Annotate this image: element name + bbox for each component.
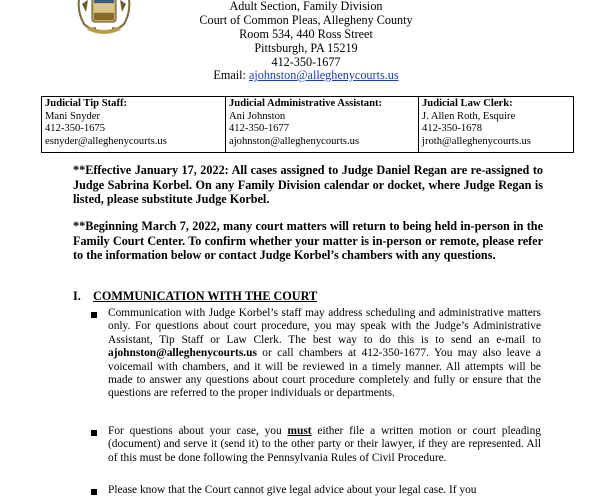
staff-role: Judicial Law Clerk: [422, 98, 513, 109]
section-number: I. [73, 289, 81, 303]
staff-role: Judicial Administrative Assistant: [229, 98, 383, 109]
staff-email[interactable]: jroth@alleghenycourts.us [422, 135, 531, 147]
bullet-square-icon [91, 312, 97, 318]
phone-line: 412-350-1677 [271, 55, 341, 69]
room-line: Room 534, 440 Ross Street [239, 27, 373, 41]
bullet-legal-advice: Please know that the Court cannot give legal advice about your legal case. If you [108, 484, 477, 496]
section-heading [73, 289, 317, 303]
staff-name: Ani Johnston [229, 110, 286, 122]
bullet-square-icon [91, 489, 97, 495]
bullet-text: Communication with Judge Korbel’s staff may address scheduling and administrative matters only. For questions about court procedure, you may speak with the Judge’s Administrative Assistant, Tip Staff or Law Clerk. The best way to do this is to send an e-mail to [108, 307, 541, 346]
staff-name: Mani Snyder [45, 110, 101, 122]
notice-beginning: **Beginning March 7, 2022, many court matters will return to being held in-person in the Family Court Center. To confirm whether your matter is in-person or remote, please refer to the information below or contact Judge Korbel’s chambers with any questions. [73, 219, 543, 262]
staff-phone: 412-350-1675 [45, 123, 106, 135]
chambers-email-link[interactable]: ajohnston@alleghenycourts.us [248, 68, 399, 82]
notice-effective: **Effective January 17, 2022: All cases assigned to Judge Daniel Regan are re-assigned to Judge Sabrina Korbel. On any Family Division calendar or docket, where Judge Regan is listed, please substitute Judge Korbel. [73, 163, 543, 206]
staff-role: Judicial Tip Staff: [45, 98, 128, 109]
staff-cell-tip-staff [42, 97, 226, 153]
staff-phone: 412-350-1677 [229, 123, 290, 135]
bullet-text: For questions about your case, you [108, 425, 288, 437]
city-line: Pittsburgh, PA 15219 [254, 41, 358, 55]
bullet-text: or call chambers at 412-350-1677. You may also leave a voicemail with chambers, and it will be reviewed in a timely manner. All attempts will be made to answer any questions about court procedure completely and fully or ensure that the questions are referred to the proper individuals or departments. [108, 347, 541, 400]
bullet-email-link[interactable]: ajohnston@alleghenycourts.us [108, 347, 257, 360]
bullet-text: either file a written motion or court pleading (document) and serve it (send it) to the other party or their lawyer, if they are represented. All of this must be done following the Pennsylvania Rules of Civil Procedure. [108, 425, 541, 464]
staff-phone: 412-350-1678 [422, 123, 483, 135]
staff-email[interactable]: ajohnston@alleghenycourts.us [229, 135, 360, 147]
section-title: COMMUNICATION WITH THE COURT [93, 289, 318, 303]
division-line: Adult Section, Family Division [229, 0, 383, 13]
court-line: Court of Common Pleas, Allegheny County [199, 13, 413, 27]
email-label: Email: [213, 68, 246, 82]
staff-email[interactable]: esnyder@alleghenycourts.us [45, 135, 167, 147]
staff-cell-law-clerk [419, 97, 574, 153]
bullet-square-icon [91, 430, 97, 436]
staff-contact-table [41, 96, 574, 153]
bullet-case-questions [108, 425, 541, 465]
staff-cell-admin-assistant [226, 97, 419, 153]
bullet-must-emphasis: must [287, 425, 312, 437]
bullet-communication [108, 307, 541, 401]
email-line [0, 68, 612, 82]
staff-name: J. Allen Roth, Esquire [422, 110, 516, 122]
